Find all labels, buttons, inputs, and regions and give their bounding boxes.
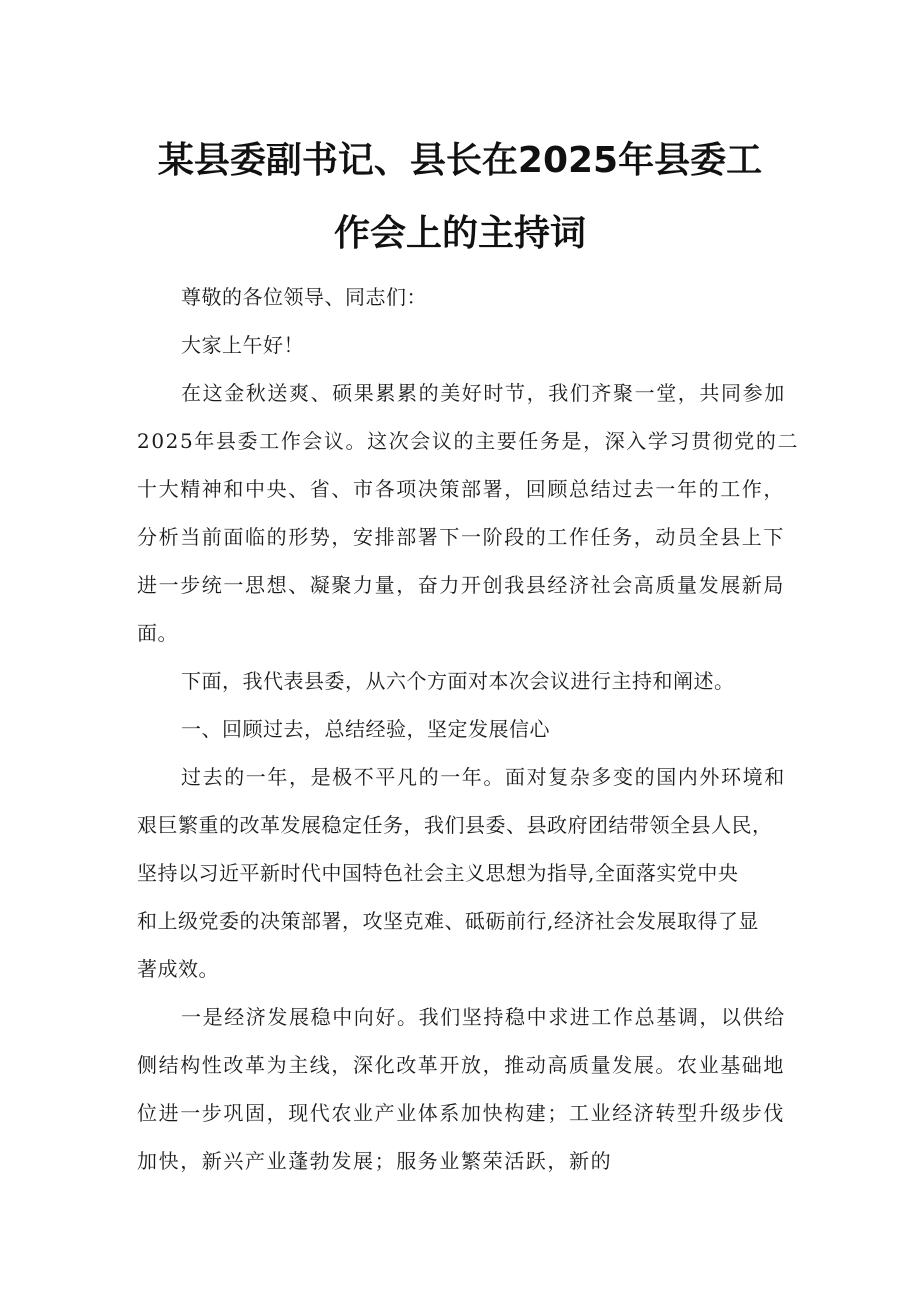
paragraph-line: 一是经济发展稳中向好。我们坚持稳中求进工作总基调，以供给 — [181, 1005, 786, 1029]
paragraph-line: 进一步统一思想、凝聚力量，奋力开创我县经济社会高质量发展新局 — [137, 573, 785, 597]
paragraph-line: 下面，我代表县委，从六个方面对本次会议进行主持和阐述。 — [181, 669, 735, 693]
paragraph-line: 加快，新兴产业蓬勃发展；服务业繁荣活跃，新的 — [137, 1149, 613, 1173]
paragraph-line: 艰巨繁重的改革发展稳定任务，我们县委、县政府团结带领全县人民， — [137, 813, 773, 837]
paragraph-line: 著成效。 — [137, 957, 219, 981]
document-title-line-2: 作会上的主持词 — [333, 213, 586, 254]
salutation: 尊敬的各位领导、同志们： — [181, 285, 427, 309]
paragraph-line: 分析当前面临的形势，安排部署下一阶段的工作任务，动员全县上下 — [137, 525, 785, 549]
paragraph-line: 坚持以习近平新时代中国特色社会主义思想为指导,全面落实党中央 — [137, 861, 739, 885]
paragraph-line: 位进一步巩固，现代农业产业体系加快构建；工业经济转型升级步伐 — [137, 1101, 785, 1125]
greeting: 大家上午好！ — [181, 333, 304, 357]
paragraph-line: 2025年县委工作会议。这次会议的主要任务是，深入学习贯彻党的二 — [137, 429, 800, 453]
paragraph-line: 在这金秋送爽、硕果累累的美好时节，我们齐聚一堂，共同参加 — [181, 381, 786, 405]
paragraph-line: 十大精神和中央、省、市各项决策部署，回顾总结过去一年的工作， — [137, 477, 785, 501]
paragraph-line: 侧结构性改革为主线，深化改革开放，推动高质量发展。农业基础地 — [137, 1053, 785, 1077]
paragraph-line: 和上级党委的决策部署，攻坚克难、砥砺前行,经济社会发展取得了显 — [137, 909, 759, 933]
paragraph-line: 面。 — [137, 621, 178, 645]
paragraph-line: 过去的一年，是极不平凡的一年。面对复杂多变的国内外环境和 — [181, 765, 786, 789]
section-heading: 一、回顾过去，总结经验，坚定发展信心 — [181, 717, 550, 741]
document-title-line-1: 某县委副书记、县长在2025年县委工 — [157, 140, 763, 181]
